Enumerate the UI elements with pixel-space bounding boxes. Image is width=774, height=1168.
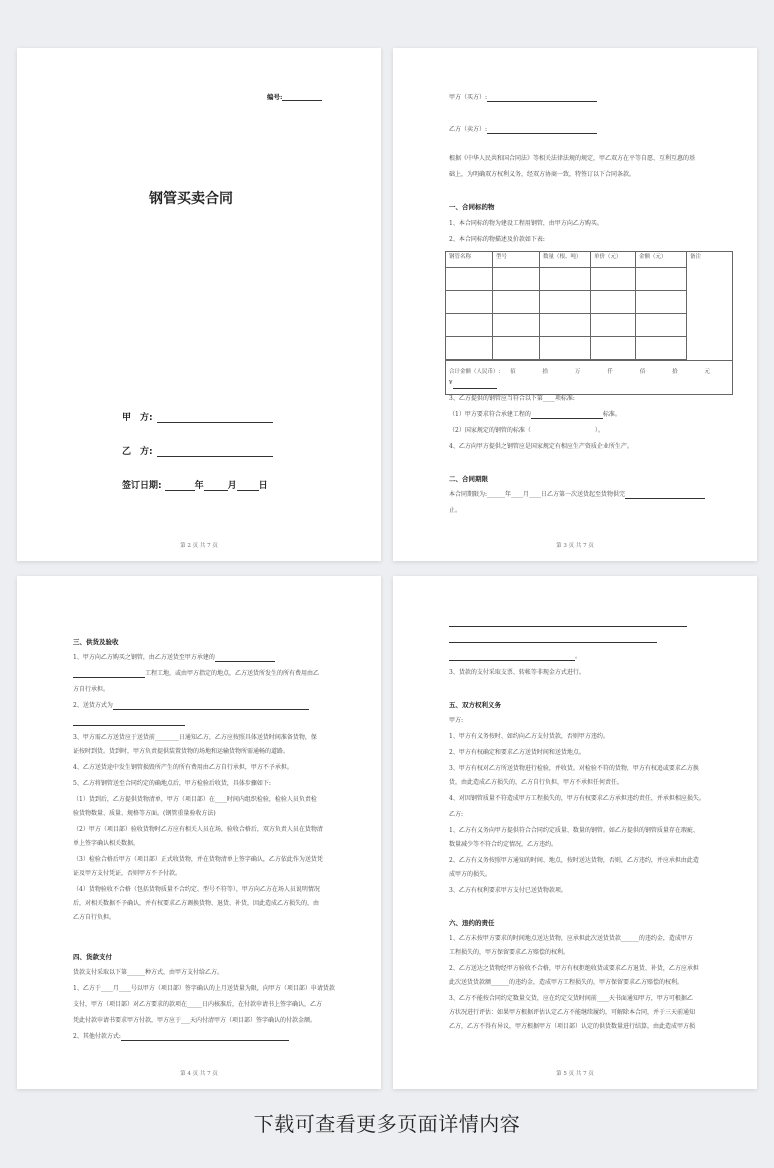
section-4-title: 四、货款支付 [73,953,112,961]
page-footer: 第 5 页 共 7 页 [556,1071,594,1077]
section-1-item-3a: （1）甲方要求符合承建工程的 标准。 [449,411,621,418]
section-1-item-2: 2、本合同标的物描述及价款如下表: [449,236,545,243]
payment-method: 货款支付采取以下第______种方式，由甲方支付给乙方。 [73,969,224,976]
party-b-right-3: 3、乙方有权利要求甲方支付已送货物款项。 [449,887,567,894]
payment-2: 2、其他付款方式: [73,1032,289,1041]
contract-title: 钢管买卖合同 [149,191,233,207]
section-2-end: 止。 [449,507,462,514]
delivery-p5-4c: 乙方自行负担。 [73,914,116,921]
delivery-p3b: 证按时到货。货到时，甲方负责提供装置货物的场地和运输货物所需通畅的道路。 [73,748,290,755]
delivery-p1c: 方自行承担。 [73,686,110,693]
party-a-heading: 甲方: [449,717,464,724]
download-caption: 下载可查看更多页面详情内容 [253,1112,521,1136]
section-1-item-1: 1、本合同标的物为建设工程用钢管，由甲方向乙方购买。 [449,220,603,227]
table-header-row [446,252,733,268]
month-label: 月 [227,481,237,491]
payment-3: 3、货款的支付采取支票、转帐等非现金方式进行。 [449,669,585,676]
delivery-p5-4b: 后，对相关数据不予确认，并有权要求乙方调换货物、退货、补货，因此造成乙方损失的，由 [73,900,320,907]
party-a-line [157,415,273,423]
party-a-field [122,410,273,423]
payment-1b: 支付，甲方（项目部）对乙方要求的款项在_____日内核准后，在付款申请书上签字确认，乙方 [73,1001,323,1008]
liability-3b: 方状况进行评估：如果甲方根据评估认定乙方不能继续履约，可解除本合同，并于三天前通知 [449,1009,696,1016]
contract-page-5 [393,576,757,1089]
party-a-right-2: 2、甲方有权确定和要求乙方送货时间和送货地点。 [449,749,585,756]
section-2-text: 本合同期限为:______年____月____日乙方第一次送货起至货物供完 [449,490,705,499]
section-1-item-3b: （2）国家规定的钢管的标准（ ）。 [449,427,604,434]
preamble-line-2: 础上，为明确双方权利义务，经双方协商一致，特签订以下合同条款。 [449,171,636,178]
blank-line: 。 [449,652,581,661]
liability-3a: 3、乙方不能按合同约定数量交货，应在约定交货时间前____天书面通知甲方，甲方可根据乙 [449,995,693,1002]
contract-page-4 [17,576,381,1089]
party-a-label: 甲 方: [122,413,153,423]
party-b-heading: 乙方: [449,811,464,818]
party-b-right-1a: 1、乙方有义务向甲方提供符合合同约定质量、数量的钢管。如乙方提供的钢管质量存在瑕疵、 [449,827,699,834]
day-label: 日 [258,481,268,491]
page-footer: 第 2 页 共 7 页 [180,543,218,549]
contract-number-label: 编号: [267,93,283,101]
liability-1a: 1、乙方未按甲方要求的时间地点送达货物，应承担此次送货货款______的违约金，造成甲方 [449,935,693,942]
party-b-right-2b: 成甲方的损失。 [449,871,492,878]
party-b-right-2a: 2、乙方有义务按照甲方通知的时间、地点，按时送达货物，否则，乙方违约，并应承担由此造 [449,857,699,864]
delivery-p5-3a: （3）检验合格后甲方（项目部）正式收货物，并在货物清单上签字确认，乙方依此作为送货凭 [73,856,323,863]
payment-1c: 凭此付款申请书要求甲方付款，甲方应于___天内付清甲方（项目部）签字确认的付款金额。 [73,1017,317,1024]
delivery-p2-line [73,717,185,726]
party-a-right-1: 1、甲方有义务按时、如约向乙方支付货款，否则甲方违约。 [449,733,609,740]
section-1-item-3: 3、乙方提供的钢管应当符合以下第____项标准: [449,395,575,402]
liability-2b: 此次送货货款额______的违约金，造成甲方工程损失的，甲方保留要求乙方赔偿的权利。 [449,979,684,986]
col-header-model: 型号 [493,252,540,268]
total-amount-units: 佰 拾 万 仟 佰 拾 元 [510,368,711,375]
delivery-p5-3b: 证及甲方支付凭证，否则甲方不予付款。 [73,870,182,877]
liability-2a: 2、乙方送达之货物经甲方验收不合格，甲方有权拒绝收货或要求乙方退货、补货，乙方应承担 [449,965,699,972]
delivery-p3a: 3、甲方需乙方送货应于送货前________日通知乙方，乙方应按照具体送货时间准备货物，保 [73,734,317,741]
page-footer: 第 3 页 共 7 页 [556,543,594,549]
col-header-name: 钢管名称 [446,252,493,268]
liability-3c: 乙方，乙方不得有异议，甲方根据甲方（项目部）认定的供货数量进行结算，由此造成甲方损 [449,1023,696,1030]
buyer-field: 甲方（买方）: [449,93,597,102]
party-a-right-3b: 货，由此造成乙方损失的，乙方自行负担，甲方不承担任何责任。 [449,779,624,786]
party-b-right-1b: 数量减少等不符合约定情况，乙方违约。 [449,841,558,848]
contract-cover-page [17,48,381,561]
delivery-p5-2b: 单上签字确认相关数据。 [73,840,140,847]
delivery-p1a: 1、甲方向乙方购买之钢管，由乙方送货至甲方承建的 [73,653,275,662]
year-label: 年 [194,481,204,491]
delivery-p5-1a: （1）货到后，乙方提供货物清单，甲方（项目部）在____时间内组织检验，检验人员负责检 [73,796,317,803]
contract-number-line [282,93,322,101]
section-2-title: 二、合同期限 [449,475,488,483]
party-a-right-4: 4、对因钢管质量不符造成甲方工程损失的，甲方有权要求乙方承担违约责任，并承担相应损失。 [449,795,705,802]
col-header-amount: 金额（元） [636,252,687,268]
party-a-right-3a: 3、甲方有权对乙方所送货物进行检验，并收货。对检验不符的货物，甲方有权追或要求乙方换 [449,765,699,772]
delivery-p1b: 工程工地，或由甲方指定的地点，乙方送货所发生的所有费用由乙 [73,669,319,678]
blank-line [449,626,687,627]
party-b-field [122,444,273,457]
section-3-title: 三、供货及验收 [73,638,119,646]
delivery-p5: 5、乙方将钢管送至合同约定的确地点后，甲方检验后收货，具体步骤如下: [73,780,271,787]
col-header-unit-price: 单价（元） [591,252,636,268]
product-price-table [445,251,733,395]
total-amount-label: 合计金额（人民币）: [449,368,501,375]
preamble-line-1: 根据《中华人民共和国合同法》等相关法律法规的规定，甲乙双方在平等自愿、互利互惠的基 [449,155,696,162]
col-header-remarks: 备注 [687,252,733,361]
blank-line [449,642,657,643]
page-footer: 第 4 页 共 7 页 [180,1071,218,1077]
yen-sign: ¥ [449,379,453,386]
sign-date-label: 签订日期: [122,481,162,491]
delivery-p5-4a: （4）货物验收不合格（包括货物质量不合约定、型号不符等），甲方向乙方在场人员说明情况 [73,886,320,893]
party-b-line [157,449,273,457]
table-total-row [446,361,733,395]
delivery-p4: 4、乙方送货途中发生钢管损毁所产生的所有费用由乙方自行承担，甲方不予承担。 [73,764,293,771]
contract-number-field [267,92,322,101]
party-b-label: 乙 方: [122,447,153,457]
payment-1a: 1、乙方于____月____号以甲方（项目部）签字确认的上月送货量为限，向甲方（项目部）申请货款 [73,985,335,992]
sign-date-field [122,478,268,491]
seller-field: 乙方（卖方）: [449,125,597,134]
section-1-item-4: 4、乙方向甲方提供之钢管应是国家规定有相应生产资质企业所生产。 [449,443,633,450]
section-5-title: 五、双方权利义务 [449,701,501,709]
liability-1b: 工程损失的，甲方保留要求乙方赔偿的权利。 [449,949,570,956]
section-1-title: 一、合同标的物 [449,203,495,211]
delivery-p2: 2、送货方式为 [73,701,309,710]
delivery-p5-1b: 验货物数量、质量、规格等方面。(钢管重量验收方法) [73,810,216,817]
contract-page-3 [393,48,757,561]
col-header-quantity: 数量（根、吨） [540,252,591,268]
section-6-title: 六、违约的责任 [449,919,495,927]
delivery-p5-2a: （2）甲方（项目部）验收货物时乙方应有相关人员在场，验收合格后，双方负责人员在货物清 [73,826,323,833]
